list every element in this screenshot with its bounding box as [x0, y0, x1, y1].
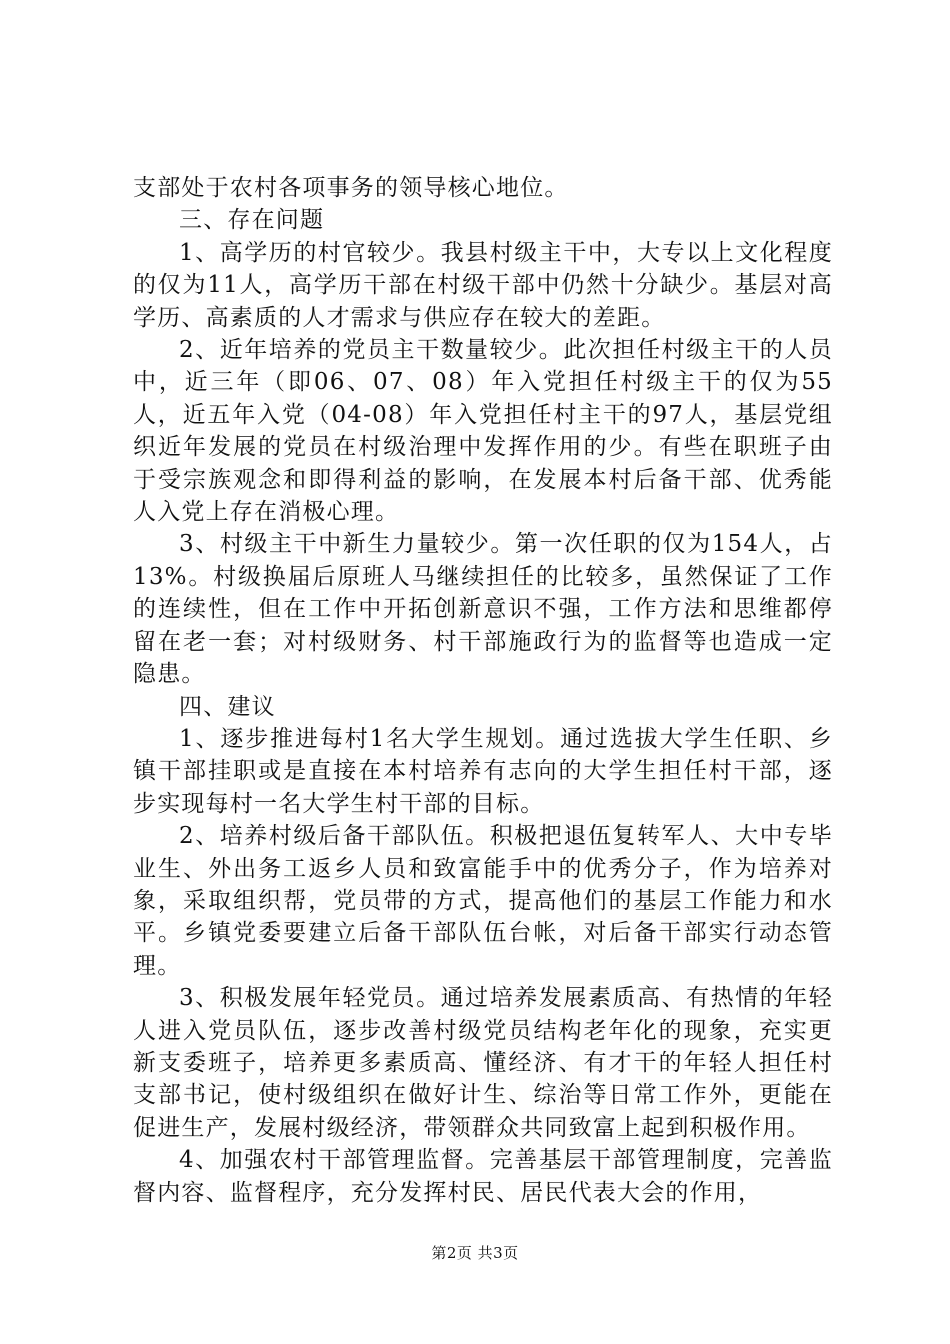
paragraph-suggestion-1: 1、逐步推进每村1名大学生规划。通过选拔大学生任职、乡镇干部挂职或是直接在本村培养有志向的大学生担任村干部，逐步实现每村一名大学生村干部的目标。: [133, 725, 833, 817]
paragraph-continuation: 支部处于农村各项事务的领导核心地位。: [133, 175, 569, 201]
paragraph-suggestion-4: 4、加强农村干部管理监督。完善基层干部管理制度，完善监督内容、监督程序，充分发挥村民、居民代表大会的作用，: [133, 1147, 833, 1206]
paragraph-problem-1: 1、高学历的村官较少。我县村级主干中，大专以上文化程度的仅为11人，高学历干部在村级干部中仍然十分缺少。基层对高学历、高素质的人才需求与供应存在较大的差距。: [133, 239, 833, 331]
page-footer: 第2页 共3页: [431, 1244, 519, 1262]
document-body: [133, 172, 833, 1209]
paragraph-suggestion-3: 3、积极发展年轻党员。通过培养发展素质高、有热情的年轻人进入党员队伍，逐步改善村级党员结构老年化的现象，充实更新支委班子，培养更多素质高、懂经济、有才干的年轻人担任村支部书记，使村级组织在做好计生、综治等日常工作外，更能在促进生产，发展村级经济，带领群众共同致富上起到积极作用。: [133, 985, 833, 1141]
paragraph-problem-3: 3、村级主干中新生力量较少。第一次任职的仅为154人，占13%。村级换届后原班人马继续担任的比较多，虽然保证了工作的连续性，但在工作中开拓创新意识不强，工作方法和思维都停留在老一套；对村级财务、村干部施政行为的监督等也造成一定隐患。: [133, 531, 833, 688]
paragraph-problem-2: 2、近年培养的党员主干数量较少。此次担任村级主干的人员中，近三年（即06、07、08）年入党担任村级主干的仅为55人，近五年入党（04-08）年入党担任村主干的97人，基层党组织近年发展的党员在村级治理中发挥作用的少。有些在职班子由于受宗族观念和即得利益的影响，在发展本村后备干部、优秀能人入党上存在消极心理。: [133, 337, 833, 526]
paragraph-suggestion-2: 2、培养村级后备干部队伍。积极把退伍复转军人、大中专毕业生、外出务工返乡人员和致富能手中的优秀分子，作为培养对象，采取组织帮，党员带的方式，提高他们的基层工作能力和水平。乡镇党委要建立后备干部队伍台帐，对后备干部实行动态管理。: [133, 823, 833, 979]
section-heading-suggestions: 四、建议: [179, 693, 276, 720]
section-heading-problems: 三、存在问题: [179, 207, 325, 234]
